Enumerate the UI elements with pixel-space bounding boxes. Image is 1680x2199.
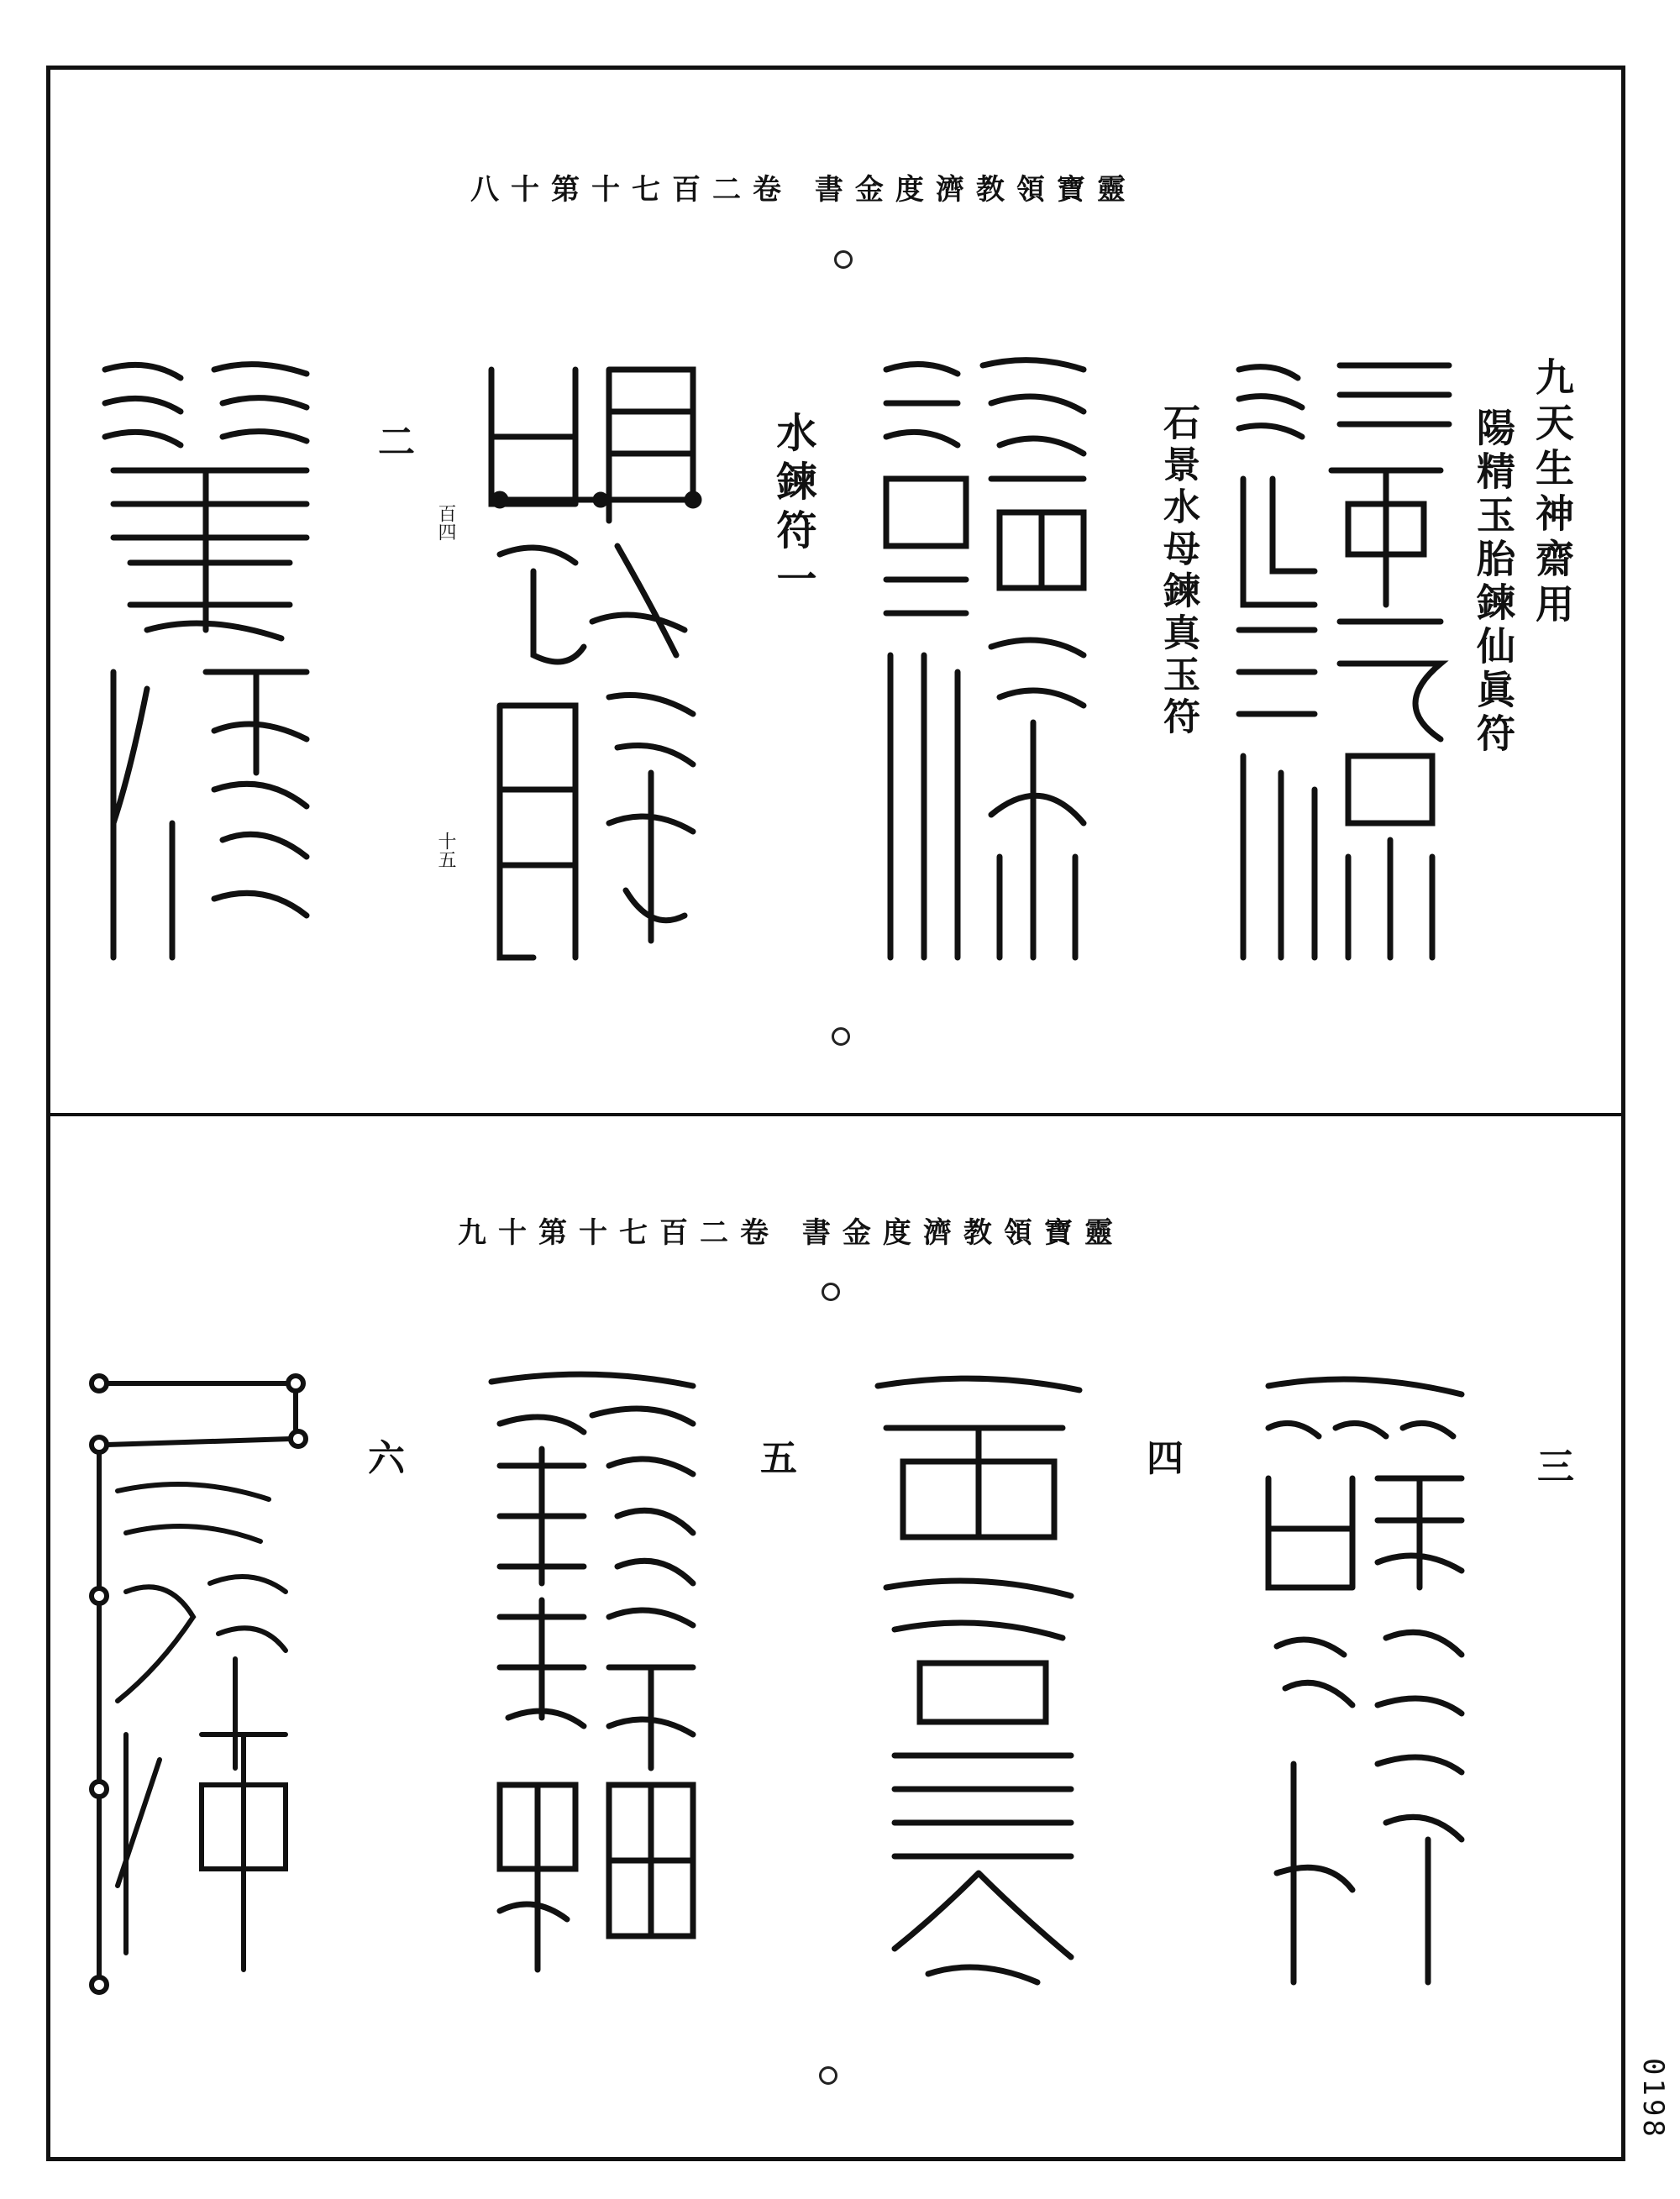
seal-talisman-7: [483, 1365, 710, 1995]
margin-note: 百四: [435, 504, 456, 541]
binding-hole-icon: [832, 1027, 850, 1046]
seal-talisman-5: [1260, 1369, 1478, 1999]
talisman-number-2: 二: [378, 421, 415, 464]
top-header: 靈寶領教濟度金書 卷二百七十第十八: [470, 173, 1137, 207]
panel-divider: [46, 1113, 1625, 1116]
talisman-number-4: 四: [1147, 1437, 1184, 1480]
bottom-header: 靈寶領教濟度金書 卷二百七十第十九: [458, 1216, 1125, 1250]
title-column-4: 水鍊符一: [769, 412, 816, 606]
binding-hole-icon: [819, 2066, 837, 2085]
title-column-1: 九天生神齋用: [1530, 357, 1575, 629]
talisman-number-6: 六: [368, 1437, 405, 1480]
title-column-2: 陽精玉胎鍊仙眞符: [1471, 407, 1516, 757]
title-column-3: 石景水母鍊真玉符: [1157, 403, 1200, 739]
seal-talisman-8: [84, 1365, 319, 1995]
margin-note: 十五: [435, 832, 456, 869]
binding-hole-icon: [834, 250, 853, 269]
seal-talisman-2: [874, 353, 1100, 979]
talisman-number-3: 三: [1537, 1446, 1574, 1488]
seal-talisman-4: [97, 353, 323, 979]
seal-talisman-1: [1222, 353, 1457, 979]
seal-talisman-6: [869, 1369, 1096, 1999]
talisman-number-5: 五: [760, 1437, 797, 1480]
page-number: 0198: [1636, 2058, 1670, 2140]
binding-hole-icon: [822, 1283, 840, 1301]
seal-talisman-3: [483, 353, 710, 979]
